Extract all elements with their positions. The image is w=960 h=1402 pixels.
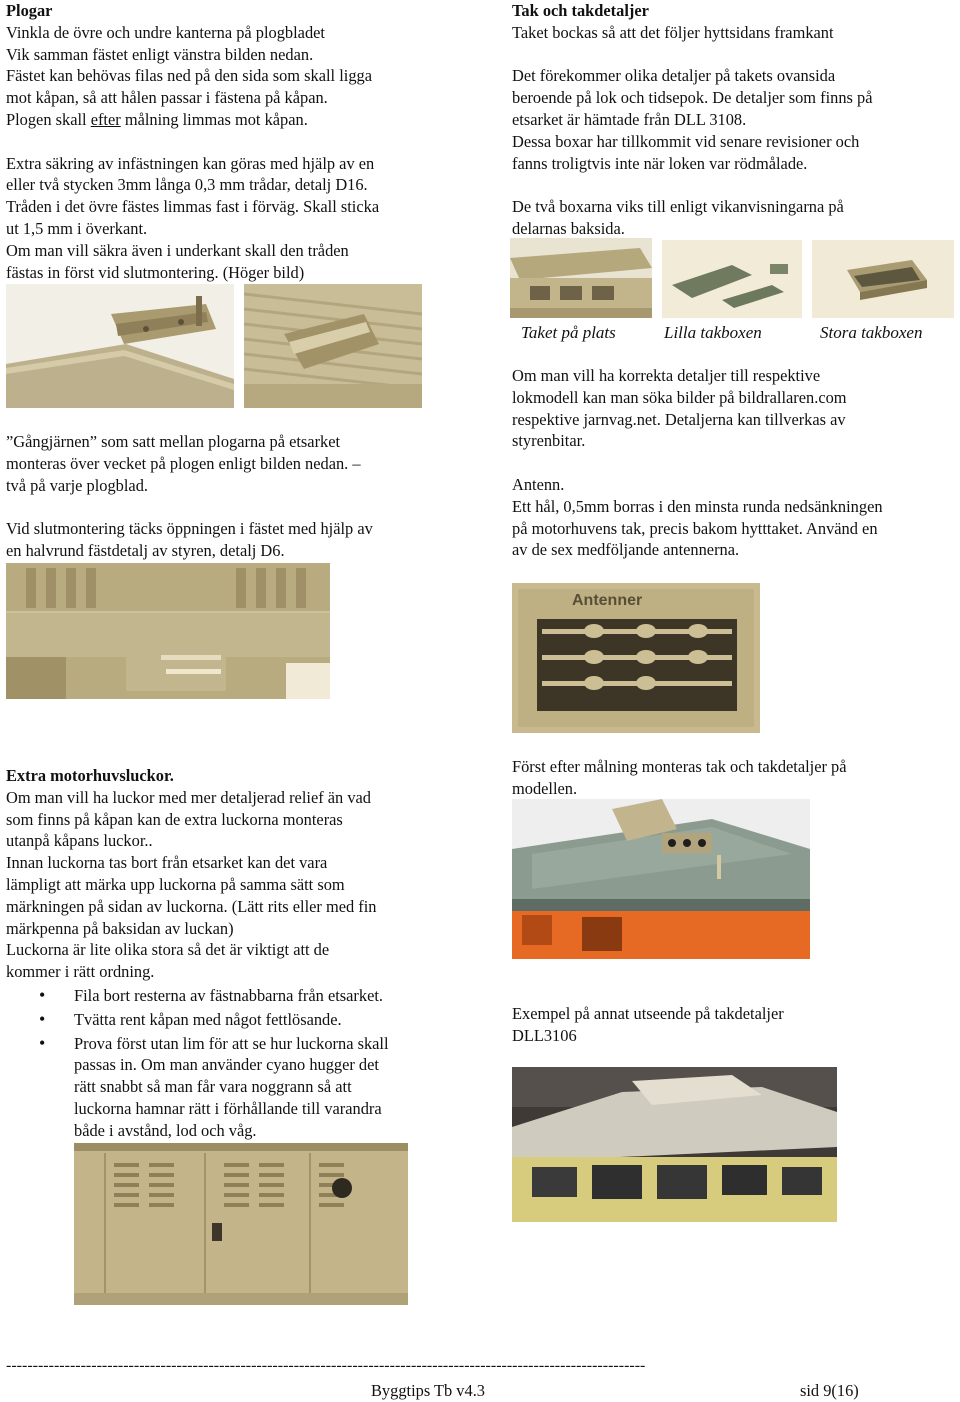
motorhuv-line: Luckorna är lite olika stora så det är viktigt att de [6,940,330,960]
plogar-glue-line: Plogen skall efter målning limmas mot kåpan. [6,109,308,129]
montering-section [512,756,952,800]
plogar-extra-line: Om man vill säkra även i underkant skall den tråden [6,240,349,260]
montering-line: Först efter målning monteras tak och takdetaljer på [512,757,847,776]
antenna-etch-label: Antenner [572,592,643,609]
photo-antenna-etch [512,583,760,733]
plogar-line: Vinkla de övre och undre kanterna på plogbladet [6,22,325,42]
photo-engine-hood-hatches [74,1143,408,1305]
motorhuv-line: märkningen på sidan av luckorna. (Lätt rits eller med fin [6,896,377,916]
motorhuv-line: som finns på kåpan kan de extra luckorna monteras [6,809,343,829]
plogar-heading: Plogar [6,1,53,20]
photo-plow-bracket-right [244,284,422,408]
photo-example-roof [512,1067,837,1222]
tak-line: Dessa boxar har tillkommit vid senare revisioner och [512,131,860,151]
tak-section [512,0,952,240]
motorhuv-line: utanpå kåpans luckor.. [6,831,153,851]
motorhuv-section [6,765,496,1142]
photo-plow-hinge [6,563,330,699]
footer-doc-title: Byggtips Tb v4.3 [371,1381,485,1400]
caption-large-roof-box: Stora takboxen [820,323,923,342]
antenn-line: av de sex medföljande antennerna. [512,540,740,560]
exempel-line: DLL3106 [512,1025,577,1045]
plogar-line: Vik samman fästet enligt vänstra bilden nedan. [6,44,314,64]
links-line: styrenbitar. [512,431,586,451]
plogar-extra-line: ut 1,5 mm i överkant. [6,218,148,238]
tak-line: Taket bockas så att det följer hyttsidans framkant [512,22,834,42]
plogar-extra-line: Tråden i det övre fästes limmas fast i förväg. Skall sticka [6,197,380,217]
plogar-line: mot kåpan, så att hålen passar i fästena på kåpan. [6,88,328,108]
plogar-extra-line: fästas in först vid slutmontering. (Höger bild) [6,262,305,282]
photo-painted-roof [512,799,810,959]
list-item: • Prova först utan lim för att se hur luckorna skall passas in. Om man använder cyano hugger det rätt snabbt så man får vara noggrann så att luckorna hamnar rätt i förhållande till varandra både i avstånd, lod och våg. [6,1033,496,1142]
exempel-line: Exempel på annat utseende på takdetaljer [512,1004,784,1023]
underlined-efter: efter [90,109,121,129]
tak-line: fanns troligtvis inte när loken var rödmålade. [512,153,808,173]
motorhuv-line: lämpligt att märka upp luckorna på samma sätt som [6,874,345,894]
photo-plow-bracket-left [6,284,234,408]
tak-line: Det förekommer olika detaljer på takets ovansida [512,66,836,86]
caption-small-roof-box: Lilla takboxen [664,323,762,342]
links-line: lokmodell kan man söka bilder på bildrallaren.com [512,387,847,407]
motorhuv-line: Om man vill ha luckor med mer detaljerad relief än vad [6,787,372,807]
plogar-line: Fästet kan behövas filas ned på den sida som skall ligga [6,66,372,86]
motorhuv-line: märkpenna på baksidan av luckan) [6,918,234,938]
gangjarn-line: två på varje plogblad. [6,475,149,495]
tak-line: etsarket är hämtade från DLL 3108. [512,109,747,129]
photo-large-roof-box [812,240,954,318]
antenn-line: Ett hål, 0,5mm borras i den minsta runda nedsänkningen [512,496,883,516]
links-line: respektive jarnvag.net. Detaljerna kan tillverkas av [512,409,846,429]
gangjarn-final-line: en halvrund fästdetalj av styren, detalj D6. [6,540,285,560]
tak-heading: Tak och takdetaljer [512,1,649,20]
motorhuv-heading: Extra motorhuvsluckor. [6,766,174,785]
footer-page-number: sid 9(16) [800,1381,859,1400]
links-line: Om man vill ha korrekta detaljer till respektive [512,366,821,385]
caption-roof-in-place: Taket på plats [521,323,616,342]
antenn-line: på motorhuvens tak, precis bakom hytttaket. Använd en [512,518,878,538]
antenn-heading: Antenn. [512,474,565,494]
motorhuv-steps [6,985,496,1142]
plogar-extra-line: Extra säkring av infästningen kan göras med hjälp av en [6,153,375,173]
list-item: • Tvätta rent kåpan med något fettlösande. [6,1009,496,1031]
tak-line: De två boxarna viks till enligt vikanvisningarna på [512,197,844,217]
tak-line: delarnas baksida. [512,218,625,238]
plogar-extra-line: eller två stycken 3mm långa 0,3 mm trådar, detalj D16. [6,175,368,195]
motorhuv-line: kommer i rätt ordning. [6,962,155,982]
plogar-section [6,0,496,283]
tak-line: beroende på lok och tidsepok. De detaljer som finns på [512,88,873,108]
exempel-section [512,1003,952,1047]
montering-line: modellen. [512,778,578,798]
links-section [512,365,952,561]
motorhuv-line: Innan luckorna tas bort från etsarket kan det vara [6,853,328,873]
gangjarn-line: monteras över vecket på plogen enligt bilden nedan. – [6,453,361,473]
footer-rule: ------------------------------------------------------------------------------------------------------------------------ [6,1357,646,1374]
photo-roof-in-place [510,238,652,318]
gangjarn-final-line: Vid slutmontering täcks öppningen i fästet med hjälp av [6,519,373,539]
gangjarn-line: ”Gångjärnen” som satt mellan plogarna på etsarket [6,432,341,451]
photo-small-roof-box [662,240,802,318]
list-item: • Fila bort resterna av fästnabbarna från etsarket. [6,985,496,1007]
gangjarn-section [6,431,496,562]
